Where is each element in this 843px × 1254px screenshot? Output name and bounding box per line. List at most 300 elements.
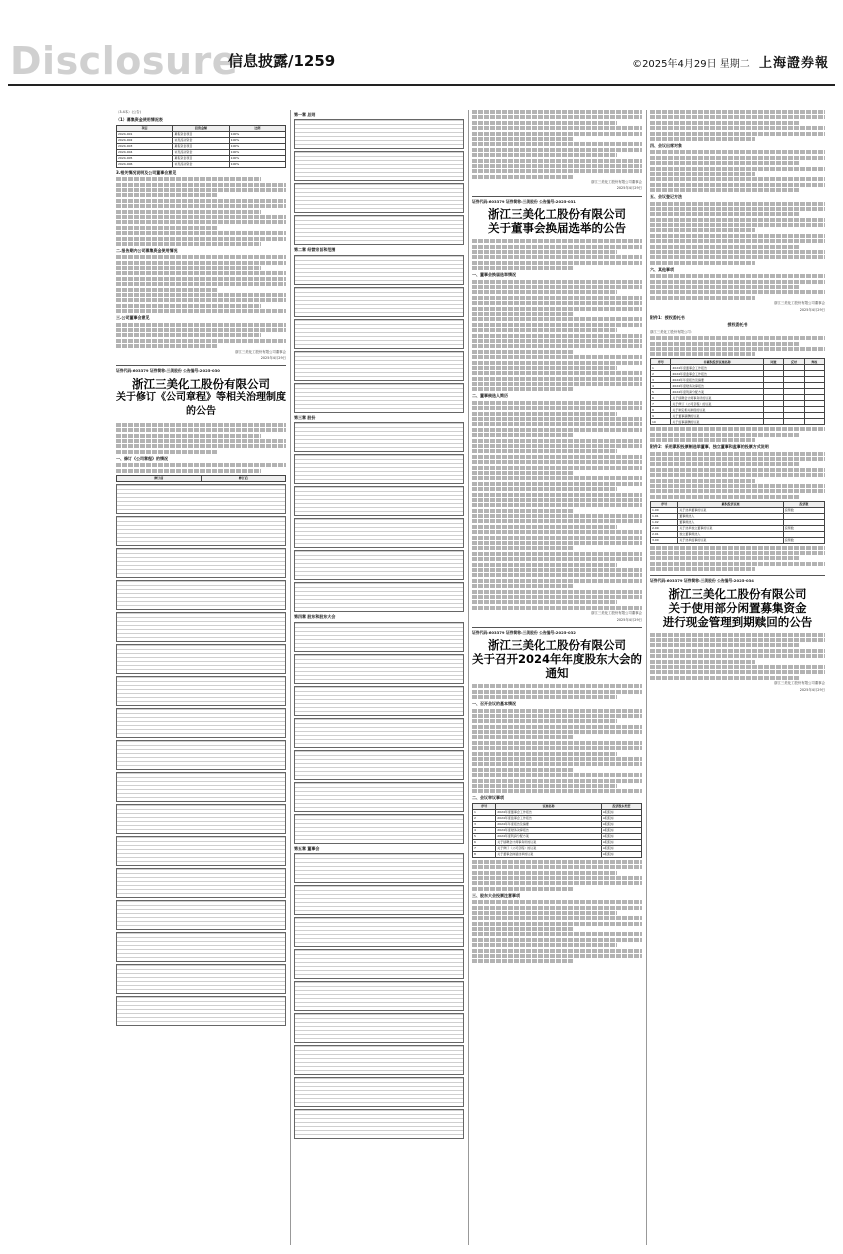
text-line xyxy=(472,530,642,534)
section-heading: 一、召开会议的基本情况 xyxy=(472,701,516,707)
text-line xyxy=(116,220,286,224)
text-line xyxy=(116,255,286,259)
text-line xyxy=(472,250,617,254)
text-line xyxy=(472,709,642,713)
text-line xyxy=(650,183,825,187)
amendment-block xyxy=(294,853,464,883)
table-cell: 9 xyxy=(651,413,671,419)
table-cell: A股股东 xyxy=(601,827,641,833)
table-cell: 补充流动资金 xyxy=(173,137,229,143)
text-line xyxy=(472,600,617,604)
text-line xyxy=(472,789,642,793)
text-line xyxy=(472,433,574,437)
section-heading: 二、会议审议事项 xyxy=(472,795,504,801)
amendment-block xyxy=(294,319,464,349)
amendment-block xyxy=(116,868,286,898)
text-line xyxy=(472,266,574,270)
text-line xyxy=(650,115,825,119)
amendment-block xyxy=(116,836,286,866)
text-line xyxy=(472,476,642,480)
announcement-title xyxy=(116,377,286,419)
table-cell: 补充流动资金 xyxy=(173,161,229,167)
table-header-cell: 修订前 xyxy=(117,475,202,481)
table-cell: 100% xyxy=(229,155,285,161)
table-cell: 100% xyxy=(229,143,285,149)
text-line xyxy=(650,167,825,171)
text-line xyxy=(472,132,642,136)
text-line xyxy=(472,916,642,920)
text-line xyxy=(650,433,799,437)
table-cell: A股股东 xyxy=(601,833,641,839)
column-4 xyxy=(650,110,825,1245)
amendment-block xyxy=(294,885,464,915)
text-line xyxy=(472,417,642,421)
text-line xyxy=(472,690,642,694)
text-line xyxy=(472,584,574,588)
text-line xyxy=(650,347,825,351)
text-line xyxy=(472,382,642,386)
table-header-cell: 同意 xyxy=(763,359,783,365)
text-line xyxy=(472,746,642,750)
table-cell: 2024年度董事会工作报告 xyxy=(496,809,602,815)
text-line xyxy=(472,954,642,958)
signature: 浙江三美化工股份有限公司董事会 xyxy=(591,180,642,185)
amendment-block xyxy=(294,215,464,245)
amendment-block xyxy=(294,981,464,1011)
text-line xyxy=(472,503,642,507)
text-line xyxy=(650,202,825,206)
issue-meta xyxy=(632,52,829,71)
stock-code-line: 证券代码:603379 证券简称:三美股份 公告编号:2025-034 xyxy=(650,575,825,583)
amendment-block xyxy=(294,287,464,317)
text-line xyxy=(472,371,642,375)
text-line xyxy=(650,255,825,259)
text-line xyxy=(650,452,825,456)
amendment-block xyxy=(294,518,464,548)
column-divider xyxy=(290,110,291,1245)
table-header-cell: 议案名称 xyxy=(496,803,602,809)
amendment-block xyxy=(294,654,464,684)
text-line xyxy=(116,304,261,308)
table-cell: 董事候选人 xyxy=(678,519,783,525)
announcement-company: 浙江三美化工股份有限公司 xyxy=(132,376,270,391)
text-line xyxy=(116,237,286,241)
text-line xyxy=(650,250,825,254)
text-line xyxy=(472,280,642,284)
text-line xyxy=(472,514,642,518)
text-line xyxy=(650,484,825,488)
text-line xyxy=(472,949,642,953)
amendment-block xyxy=(116,644,286,674)
text-line xyxy=(472,563,617,567)
amendment-block xyxy=(294,917,464,947)
amendment-block xyxy=(294,582,464,612)
text-line xyxy=(650,479,755,483)
table-header-cell: 投票数 xyxy=(783,501,824,507)
section-title xyxy=(228,50,335,71)
text-line xyxy=(472,911,617,915)
table-header-cell: 序号 xyxy=(651,501,678,507)
table-cell: 投票数 xyxy=(783,507,824,513)
signature: 浙江三美化工股份有限公司董事会 xyxy=(774,681,825,686)
text-line xyxy=(472,519,642,523)
text-line xyxy=(472,296,642,300)
text-line xyxy=(472,428,642,432)
amendment-block xyxy=(294,119,464,149)
stock-code-line: 证券代码:603379 证券简称:三美股份 公告编号:2025-032 xyxy=(472,627,642,635)
announcement-subject: 关于修订《公司章程》等相关治理制度的公告 xyxy=(116,391,286,417)
text-line xyxy=(472,153,617,157)
table-cell: 关于修订《公司章程》的议案 xyxy=(496,845,602,851)
section-heading: 五、会议登记方法 xyxy=(650,194,682,200)
section-heading: 第五章 董事会 xyxy=(294,845,320,851)
table-cell: 3 xyxy=(651,377,671,383)
column-3 xyxy=(472,110,642,1245)
text-line xyxy=(116,210,261,214)
text-line xyxy=(472,557,642,561)
text-line xyxy=(472,317,642,321)
amendment-block xyxy=(294,949,464,979)
text-line xyxy=(116,339,286,343)
section-heading: 四、会议出席对象 xyxy=(650,142,682,148)
text-line xyxy=(472,573,642,577)
text-line xyxy=(472,115,642,119)
table-cell: 关于董事薪酬的议案 xyxy=(671,413,763,419)
text-line xyxy=(650,207,825,211)
text-line xyxy=(472,487,617,491)
table-cell: 2024年度监事会工作报告 xyxy=(671,371,763,377)
table-cell: 7 xyxy=(651,401,671,407)
top-label: （3.4本）(公告) xyxy=(116,110,141,114)
table-row xyxy=(473,851,642,857)
table-header-cell: 非累积投票议案名称 xyxy=(671,359,763,365)
amendment-block xyxy=(294,782,464,812)
text-line xyxy=(472,344,642,348)
table-cell: 2024年度董事会工作报告 xyxy=(671,365,763,371)
amendment-block xyxy=(294,1045,464,1075)
text-line xyxy=(116,183,286,187)
text-line xyxy=(472,773,642,777)
table-cell: 2024-005 xyxy=(117,155,173,161)
text-line xyxy=(472,110,642,114)
table-cell: 2024-004 xyxy=(117,149,173,155)
text-line xyxy=(472,768,574,772)
text-line xyxy=(116,231,286,235)
text-line xyxy=(650,223,825,227)
table-cell: 2.01 xyxy=(651,531,678,537)
attachment-label: 附件1：授权委托书 xyxy=(650,314,685,320)
announcement-subject-cont: 进行现金管理到期赎回的公告 xyxy=(662,614,813,629)
text-line xyxy=(650,296,755,300)
table-cell: 募集资金项目 xyxy=(173,155,229,161)
text-line xyxy=(472,900,642,904)
vote-checkbox-agree[interactable] xyxy=(763,419,783,425)
amendment-block xyxy=(294,1013,464,1043)
text-line xyxy=(472,387,574,391)
table-header-cell: 投票股东类型 xyxy=(601,803,641,809)
vote-checkbox-abstain[interactable] xyxy=(804,419,824,425)
agenda-table xyxy=(472,803,642,858)
text-line xyxy=(472,684,642,688)
text-line xyxy=(472,943,617,947)
issue-date: ©2025年4月29日 xyxy=(632,59,717,70)
text-line xyxy=(116,333,261,337)
text-line xyxy=(472,541,642,545)
signature: 浙江三美化工股份有限公司董事会 xyxy=(235,349,286,354)
signature-date: 2025年4月29日 xyxy=(799,307,825,312)
text-line xyxy=(472,307,642,311)
table-cell: 2024-002 xyxy=(117,137,173,143)
text-line xyxy=(650,633,825,637)
announcement-company: 浙江三美化工股份有限公司 xyxy=(488,638,626,653)
masthead xyxy=(0,0,843,92)
stock-code-line: 证券代码:603379 证券简称:三美股份 公告编号:2025-030 xyxy=(116,365,286,373)
charter-amendment-table xyxy=(116,475,286,482)
text-line xyxy=(472,509,574,513)
text-line xyxy=(116,271,286,275)
text-line xyxy=(116,242,261,246)
text-line xyxy=(472,164,642,168)
text-line xyxy=(116,323,286,327)
text-line xyxy=(472,142,642,146)
text-line xyxy=(472,290,617,294)
table-cell: 2024-003 xyxy=(117,143,173,149)
table-cell: A股股东 xyxy=(601,809,641,815)
text-line xyxy=(650,352,755,356)
stock-code-line: 证券代码:603379 证券简称:三美股份 公告编号:2025-031 xyxy=(472,196,642,204)
table-cell: 6 xyxy=(473,839,496,845)
amendment-block xyxy=(294,351,464,381)
table-cell: 1.00 xyxy=(651,507,678,513)
table-cell: 2024-001 xyxy=(117,131,173,137)
table-cell: 关于董事会换届选举的议案 xyxy=(496,851,602,857)
page-number: /1259 xyxy=(288,52,336,70)
section-heading: 三、股东大会投票注意事项 xyxy=(472,892,520,898)
text-line xyxy=(650,489,825,493)
text-line xyxy=(472,148,642,152)
top-subheading: （1）募集资金使用情况表 xyxy=(116,117,163,123)
text-line xyxy=(650,473,825,477)
table-cell: 10 xyxy=(651,419,671,425)
text-line xyxy=(472,312,574,316)
text-line xyxy=(472,568,642,572)
text-line xyxy=(650,660,755,664)
text-line xyxy=(472,730,642,734)
table-cell: 4 xyxy=(473,827,496,833)
amendment-block xyxy=(116,964,286,994)
text-line xyxy=(116,204,286,208)
table-header-cell: 累积投票议案 xyxy=(678,501,783,507)
amendment-block xyxy=(294,718,464,748)
table-cell: 董事候选人 xyxy=(678,513,783,519)
text-line xyxy=(650,643,799,647)
section-heading: 二.报告期内公司募集资金使用情况 xyxy=(116,247,178,253)
text-line xyxy=(650,638,825,642)
text-line xyxy=(650,551,825,555)
amendment-block xyxy=(116,516,286,546)
text-line xyxy=(472,366,617,370)
text-line xyxy=(116,309,286,313)
text-line xyxy=(116,177,261,181)
text-line xyxy=(472,301,642,305)
table-row xyxy=(651,537,825,543)
amendment-block xyxy=(294,255,464,285)
section-heading: 第一章 总则 xyxy=(294,112,316,117)
text-line xyxy=(472,741,642,745)
text-line xyxy=(472,361,642,365)
table-cell: A股股东 xyxy=(601,851,641,857)
table-cell: 补充流动资金 xyxy=(173,149,229,155)
text-line xyxy=(472,334,642,338)
table-header-cell: 反对 xyxy=(784,359,804,365)
signature-date: 2025年4月29日 xyxy=(616,617,642,622)
text-line xyxy=(650,457,825,461)
amendment-block xyxy=(294,814,464,844)
text-line xyxy=(472,606,642,610)
text-line xyxy=(650,562,825,566)
table-row xyxy=(117,161,286,167)
table-header-cell: 弃权 xyxy=(804,359,824,365)
text-line xyxy=(472,906,642,910)
text-line xyxy=(472,261,642,265)
table-cell: A股股东 xyxy=(601,821,641,827)
text-line xyxy=(650,649,825,653)
text-line xyxy=(472,285,642,289)
amendment-block xyxy=(116,900,286,930)
text-line xyxy=(472,328,617,332)
text-line xyxy=(472,401,642,405)
table-cell: 投票数 xyxy=(783,537,824,543)
cumulative-vote-table xyxy=(650,501,825,544)
announcement-title xyxy=(472,638,642,680)
table-cell: 关于续聘会计师事务所的议案 xyxy=(671,395,763,401)
column-divider xyxy=(468,110,469,1245)
table-cell: 2024-006 xyxy=(117,161,173,167)
amendment-block xyxy=(116,548,286,578)
table-header-cell: 修订后 xyxy=(201,475,286,481)
text-line xyxy=(650,228,755,232)
section-heading: 一、董事会换届选举情况 xyxy=(472,272,516,278)
text-line xyxy=(472,449,617,453)
amendment-block xyxy=(116,708,286,738)
text-line xyxy=(472,932,642,936)
table-cell: 2024年度监事会工作报告 xyxy=(496,815,602,821)
section-heading: 第二章 经营宗旨和范围 xyxy=(294,247,336,253)
table-cell: 100% xyxy=(229,149,285,155)
text-line xyxy=(650,665,825,669)
table-cell: 关于选举监事的议案 xyxy=(678,537,783,543)
text-line xyxy=(650,261,755,265)
text-line xyxy=(650,495,799,499)
table-cell: 1 xyxy=(651,365,671,371)
paper-name: 上海證券報 xyxy=(758,56,829,71)
text-line xyxy=(650,156,825,160)
text-line xyxy=(116,199,286,203)
text-line xyxy=(650,245,799,249)
text-line xyxy=(116,188,286,192)
text-line xyxy=(650,654,825,658)
table-cell: 关于选举独立董事的议案 xyxy=(678,525,783,531)
text-line xyxy=(472,137,574,141)
text-line xyxy=(650,546,825,550)
text-line xyxy=(472,444,642,448)
text-line xyxy=(472,460,642,464)
text-line xyxy=(650,126,825,130)
amendment-block xyxy=(294,422,464,452)
table-cell: 关于制定相关制度的议案 xyxy=(671,407,763,413)
text-line xyxy=(650,137,755,141)
text-line xyxy=(116,261,286,265)
amendment-block xyxy=(294,151,464,181)
text-line xyxy=(472,471,574,475)
text-line xyxy=(650,212,799,216)
text-line xyxy=(472,552,642,556)
table-cell: 100% xyxy=(229,137,285,143)
masthead-rule xyxy=(8,84,835,86)
section-heading: 三.公司董事会意见 xyxy=(116,315,150,321)
table-header-cell: 序号 xyxy=(651,359,671,365)
text-line xyxy=(650,336,825,340)
amendment-block xyxy=(294,686,464,716)
table-cell: 3 xyxy=(473,821,496,827)
table-header-cell: 项目 xyxy=(117,125,173,131)
amendment-block xyxy=(294,622,464,652)
text-line xyxy=(472,752,617,756)
announcement-title xyxy=(650,587,825,629)
text-line xyxy=(472,579,642,583)
announcement-company: 浙江三美化工股份有限公司 xyxy=(488,207,626,222)
table-cell: 100% xyxy=(229,131,285,137)
text-line xyxy=(472,466,642,470)
text-line xyxy=(650,274,825,278)
text-line xyxy=(116,288,218,292)
text-line xyxy=(472,323,642,327)
text-line xyxy=(472,865,642,869)
table-header-cell: 投资金额 xyxy=(173,125,229,131)
text-line xyxy=(650,110,825,114)
text-line xyxy=(472,757,642,761)
vote-checkbox-oppose[interactable] xyxy=(784,419,804,425)
section-heading: 第三章 股份 xyxy=(294,414,316,420)
text-line xyxy=(650,121,799,125)
text-line xyxy=(472,175,574,179)
table-cell: 独立董事候选人 xyxy=(678,531,783,537)
announcement-subject: 关于召开2024年年度股东大会的通知 xyxy=(472,652,642,681)
text-line xyxy=(650,177,825,181)
table-cell: 关于续聘会计师事务所的议案 xyxy=(496,839,602,845)
amendment-block xyxy=(294,383,464,413)
text-line xyxy=(650,218,825,222)
text-line xyxy=(116,428,286,432)
proxy-vote-table xyxy=(650,358,825,425)
text-line xyxy=(472,719,617,723)
text-line xyxy=(472,876,642,880)
text-line xyxy=(116,282,286,286)
text-line xyxy=(472,239,642,243)
text-line xyxy=(472,482,642,486)
table-cell: 8 xyxy=(473,851,496,857)
text-line xyxy=(650,567,755,571)
column-1 xyxy=(116,110,286,1245)
text-line xyxy=(472,406,642,410)
text-line xyxy=(116,215,286,219)
text-line xyxy=(472,245,642,249)
amendment-block xyxy=(116,740,286,770)
table-header-cell: 序号 xyxy=(473,803,496,809)
text-line xyxy=(650,342,799,346)
amendment-block xyxy=(294,1077,464,1107)
table-cell: 5 xyxy=(651,389,671,395)
